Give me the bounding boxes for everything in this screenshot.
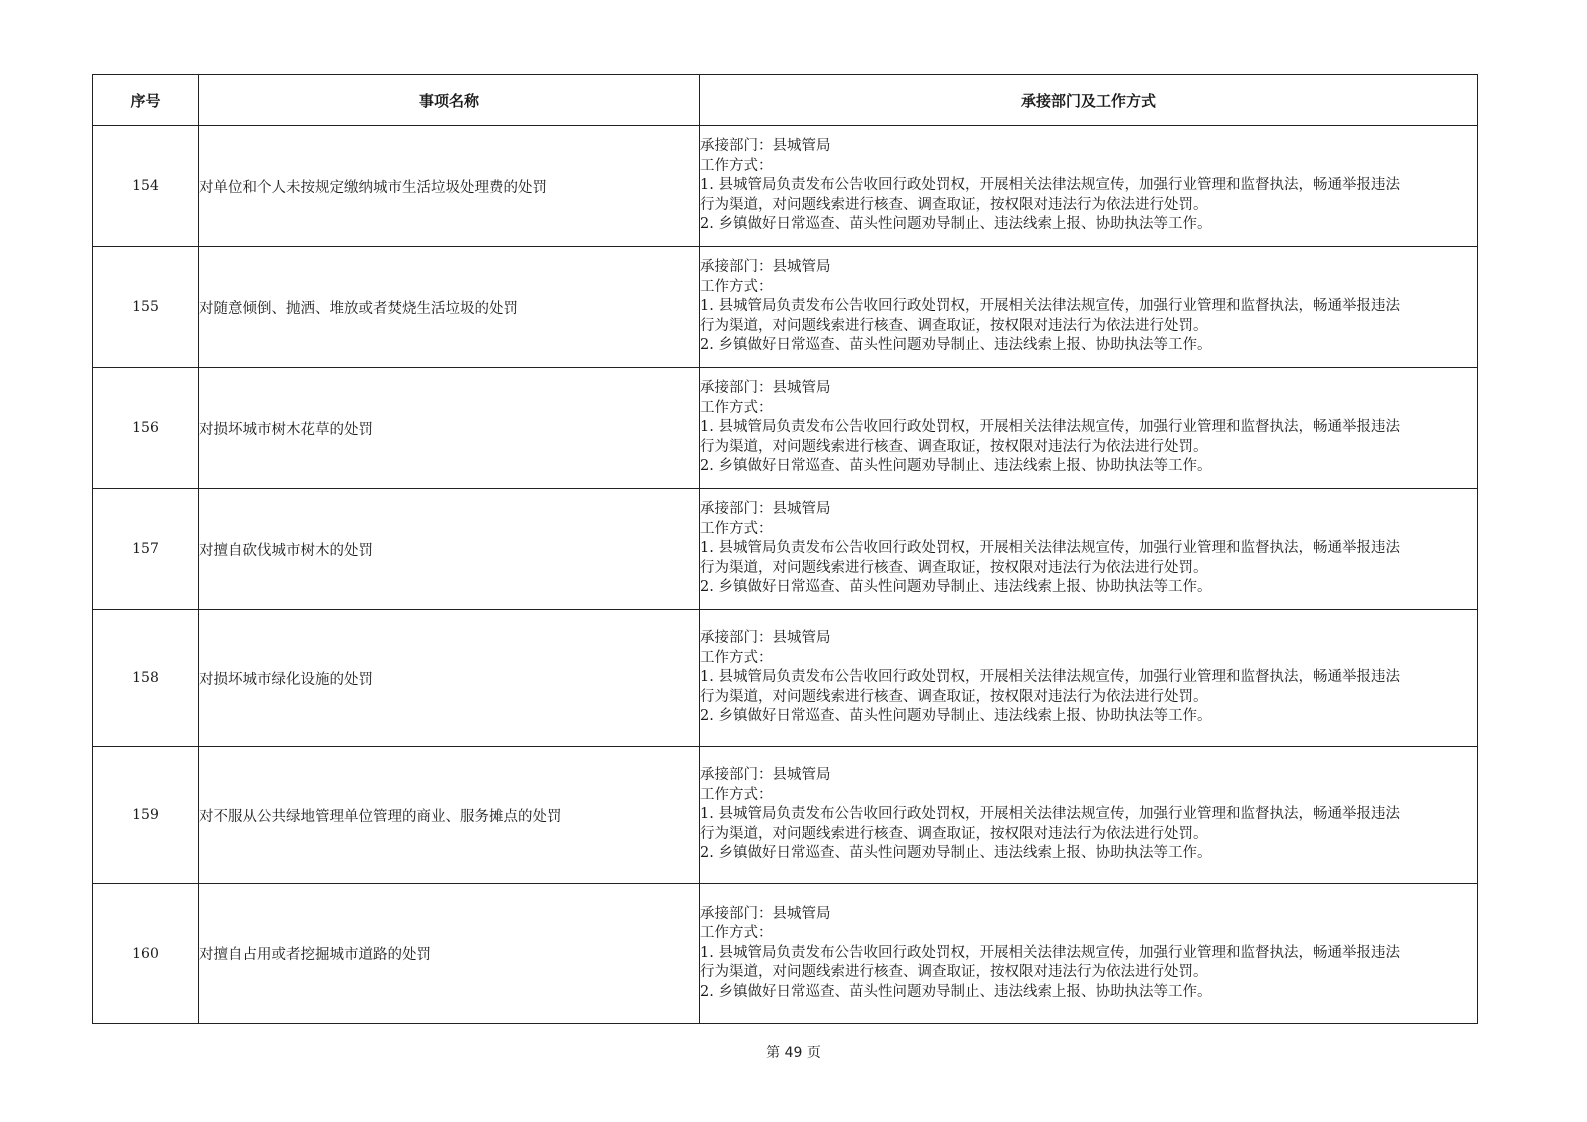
row-serial-number: 156	[93, 368, 199, 489]
method-line: 2. 乡镇做好日常巡查、苗头性问题劝导制止、违法线索上报、协助执法等工作。	[700, 337, 1212, 354]
method-line: 1. 县城管局负责发布公告收回行政处罚权，开展相关法律法规宣传，加强行业管理和监督执法，畅通举报违法	[700, 540, 1400, 557]
method-line: 1. 县城管局负责发布公告收回行政处罚权，开展相关法律法规宣传，加强行业管理和监督执法，畅通举报违法	[700, 298, 1400, 315]
table-row	[93, 489, 1478, 610]
row-serial-number: 154	[93, 126, 199, 247]
method-line: 1. 县城管局负责发布公告收回行政处罚权，开展相关法律法规宣传，加强行业管理和监督执法，畅通举报违法	[700, 669, 1400, 686]
method-label: 工作方式：	[700, 399, 773, 416]
method-line: 1. 县城管局负责发布公告收回行政处罚权，开展相关法律法规宣传，加强行业管理和监督执法，畅通举报违法	[700, 177, 1400, 194]
method-line: 行为渠道，对问题线索进行核查、调查取证，按权限对违法行为依法进行处罚。	[700, 964, 1208, 981]
method-label: 工作方式：	[700, 786, 773, 803]
row-department-method	[700, 884, 1478, 1024]
dept-line: 承接部门：县城管局	[700, 259, 831, 276]
table-row	[93, 747, 1478, 884]
method-line: 2. 乡镇做好日常巡查、苗头性问题劝导制止、违法线索上报、协助执法等工作。	[700, 983, 1212, 1000]
table-row	[93, 884, 1478, 1024]
method-line: 2. 乡镇做好日常巡查、苗头性问题劝导制止、违法线索上报、协助执法等工作。	[700, 579, 1212, 596]
row-department-method	[700, 368, 1478, 489]
dept-line: 承接部门：县城管局	[700, 630, 831, 647]
table-header-row	[93, 75, 1478, 126]
method-line: 行为渠道，对问题线索进行核查、调查取证，按权限对违法行为依法进行处罚。	[700, 196, 1208, 213]
method-label: 工作方式：	[700, 278, 773, 295]
row-serial-number: 155	[93, 247, 199, 368]
header-serial-number: 序号	[93, 75, 199, 126]
row-serial-number: 157	[93, 489, 199, 610]
method-line: 2. 乡镇做好日常巡查、苗头性问题劝导制止、违法线索上报、协助执法等工作。	[700, 845, 1212, 862]
row-department-method	[700, 747, 1478, 884]
method-line: 1. 县城管局负责发布公告收回行政处罚权，开展相关法律法规宣传，加强行业管理和监督执法，畅通举报违法	[700, 944, 1400, 961]
method-label: 工作方式：	[700, 925, 773, 942]
table-row	[93, 247, 1478, 368]
matters-table	[92, 74, 1478, 1024]
method-line: 1. 县城管局负责发布公告收回行政处罚权，开展相关法律法规宣传，加强行业管理和监督执法，畅通举报违法	[700, 419, 1400, 436]
dept-line: 承接部门：县城管局	[700, 905, 831, 922]
method-label: 工作方式：	[700, 649, 773, 666]
dept-line: 承接部门：县城管局	[700, 138, 831, 155]
method-line: 1. 县城管局负责发布公告收回行政处罚权，开展相关法律法规宣传，加强行业管理和监督执法，畅通举报违法	[700, 806, 1400, 823]
row-department-method	[700, 126, 1478, 247]
table-row	[93, 368, 1478, 489]
row-item-name: 对损坏城市绿化设施的处罚	[199, 610, 700, 747]
method-label: 工作方式：	[700, 157, 773, 174]
dept-line: 承接部门：县城管局	[700, 767, 831, 784]
method-line: 行为渠道，对问题线索进行核查、调查取证，按权限对违法行为依法进行处罚。	[700, 825, 1208, 842]
row-serial-number: 158	[93, 610, 199, 747]
row-item-name: 对单位和个人未按规定缴纳城市生活垃圾处理费的处罚	[199, 126, 700, 247]
matters-table-container	[92, 74, 1477, 1024]
table-row	[93, 126, 1478, 247]
method-label: 工作方式：	[700, 520, 773, 537]
row-item-name: 对擅自砍伐城市树木的处罚	[199, 489, 700, 610]
method-line: 2. 乡镇做好日常巡查、苗头性问题劝导制止、违法线索上报、协助执法等工作。	[700, 458, 1212, 475]
dept-line: 承接部门：县城管局	[700, 380, 831, 397]
row-department-method	[700, 489, 1478, 610]
method-line: 行为渠道，对问题线索进行核查、调查取证，按权限对违法行为依法进行处罚。	[700, 688, 1208, 705]
method-line: 行为渠道，对问题线索进行核查、调查取证，按权限对违法行为依法进行处罚。	[700, 438, 1208, 455]
header-department-and-method: 承接部门及工作方式	[700, 75, 1478, 126]
dept-line: 承接部门：县城管局	[700, 501, 831, 518]
row-item-name: 对不服从公共绿地管理单位管理的商业、服务摊点的处罚	[199, 747, 700, 884]
header-item-name: 事项名称	[199, 75, 700, 126]
row-item-name: 对损坏城市树木花草的处罚	[199, 368, 700, 489]
page-number: 第 49 页	[766, 1045, 821, 1061]
method-line: 2. 乡镇做好日常巡查、苗头性问题劝导制止、违法线索上报、协助执法等工作。	[700, 708, 1212, 725]
method-line: 行为渠道，对问题线索进行核查、调查取证，按权限对违法行为依法进行处罚。	[700, 559, 1208, 576]
row-department-method	[700, 610, 1478, 747]
row-department-method	[700, 247, 1478, 368]
method-line: 2. 乡镇做好日常巡查、苗头性问题劝导制止、违法线索上报、协助执法等工作。	[700, 216, 1212, 233]
row-serial-number: 159	[93, 747, 199, 884]
row-serial-number: 160	[93, 884, 199, 1024]
row-item-name: 对擅自占用或者挖掘城市道路的处罚	[199, 884, 700, 1024]
table-row	[93, 610, 1478, 747]
row-item-name: 对随意倾倒、抛洒、堆放或者焚烧生活垃圾的处罚	[199, 247, 700, 368]
method-line: 行为渠道，对问题线索进行核查、调查取证，按权限对违法行为依法进行处罚。	[700, 317, 1208, 334]
